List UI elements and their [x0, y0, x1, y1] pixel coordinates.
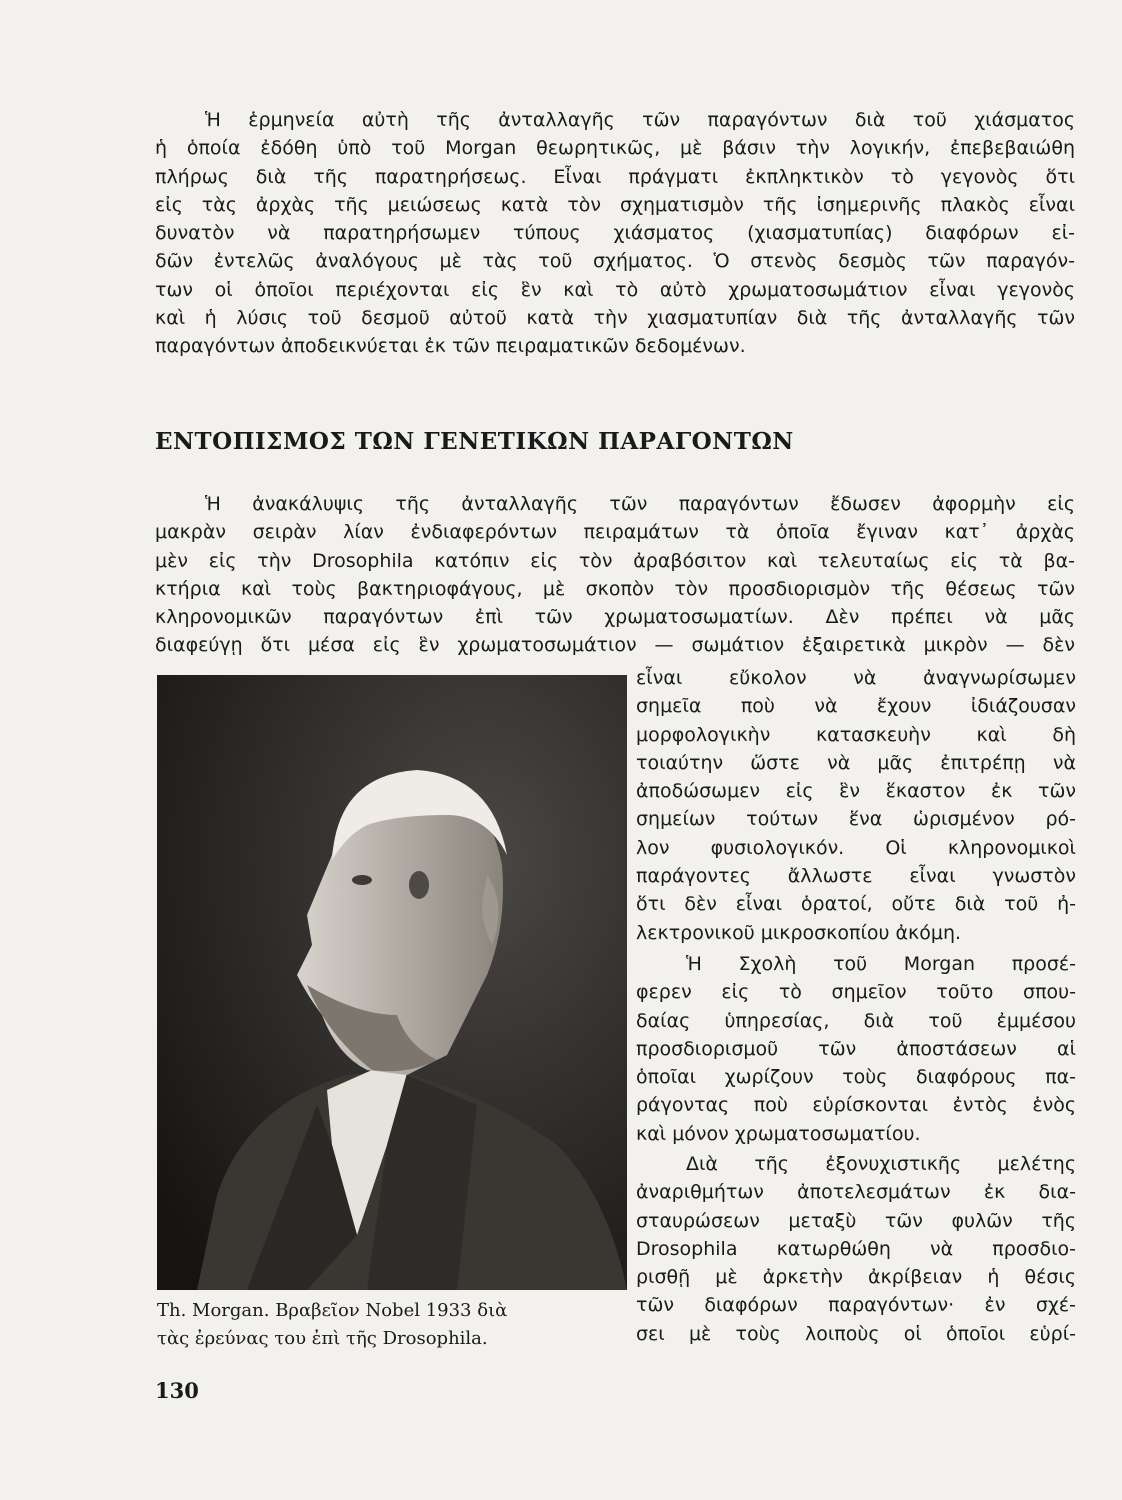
text-line: πλήρως διὰ τῆς παρατηρήσεως. Εἶναι πράγματι ἐκπληκτικὸν τὸ γεγονὸς ὅτι: [155, 165, 1075, 188]
page-number: 130: [155, 1378, 199, 1403]
text-line: παραγόντων ἀποδεικνύεται ἐκ τῶν πειραματικῶν δεδομένων.: [155, 335, 746, 358]
paragraph-morgan-school: [636, 950, 1076, 1148]
caption-line: τὰς ἐρεύνας του ἐπὶ τῆς Drosophila.: [157, 1328, 488, 1349]
text-line: ράγοντας ποὺ εὑρίσκονται ἐντὸς ἑνὸς: [636, 1094, 1076, 1117]
text-line: Drosophila κατωρθώθη νὰ προσδιο-: [636, 1237, 1076, 1260]
text-line: καὶ ἡ λύσις τοῦ δεσμοῦ αὐτοῦ κατὰ τὴν χιασματυπίαν διὰ τῆς ἀνταλλαγῆς τῶν: [155, 307, 1075, 330]
text-line: σημεῖα ποὺ νὰ ἔχουν ἰδιάζουσαν: [636, 695, 1076, 718]
section-heading: ΕΝΤΟΠΙΣΜΟΣ ΤΩΝ ΓΕΝΕΤΙΚΩΝ ΠΑΡΑΓΟΝΤΩΝ: [155, 428, 794, 455]
text-line: καὶ μόνον χρωματοσωματίου.: [636, 1122, 921, 1145]
caption-line: Th. Morgan. Βραβεῖον Nobel 1933 διὰ: [157, 1300, 508, 1321]
text-line: προσδιορισμοῦ τῶν ἀποστάσεων αἱ: [636, 1037, 1076, 1060]
text-line: δῶν ἐντελῶς ἀναλόγους μὲ τὰς τοῦ σχήματος. Ὁ στενὸς δεσμὸς τῶν παραγόν-: [155, 250, 1075, 273]
text-line: ρισθῇ μὲ ἀρκετὴν ἀκρίβειαν ἡ θέσις: [636, 1266, 1076, 1289]
text-line: κληρονομικῶν παραγόντων ἐπὶ τῶν χρωματοσωματίων. Δὲν πρέπει νὰ μᾶς: [155, 606, 1075, 629]
text-line: μορφολογικὴν κατασκευὴν καὶ δὴ: [636, 723, 1076, 746]
text-line: μὲν εἰς τὴν Drosophila κατόπιν εἰς τὸν ἀραβόσιτον καὶ τελευταίως εἰς τὰ βα-: [155, 549, 1075, 572]
text-line: δαίας ὑπηρεσίας, διὰ τοῦ ἐμμέσου: [636, 1009, 1076, 1032]
text-line: Ἡ ἑρμηνεία αὐτὴ τῆς ἀνταλλαγῆς τῶν παραγόντων διὰ τοῦ χιάσματος: [205, 109, 1075, 131]
text-line: λον φυσιολογικόν. Οἱ κληρονομικοὶ: [636, 836, 1076, 859]
text-line: τῶν διαφόρων παραγόντων· ἐν σχέ-: [636, 1294, 1076, 1317]
text-line: μακρὰν σειρὰν λίαν ἐνδιαφερόντων πειραμάτων τὰ ὁποῖα ἔγιναν κατ᾽ ἀρχὰς: [155, 521, 1075, 544]
text-line: σταυρώσεων μεταξὺ τῶν φυλῶν τῆς: [636, 1209, 1076, 1232]
text-line: ὅτι δὲν εἶναι ὁρατοί, οὔτε διὰ τοῦ ἠ-: [636, 893, 1076, 916]
text-line: εἶναι εὔκολον νὰ ἀναγνωρίσωμεν: [636, 667, 1076, 689]
photo-caption: [157, 1297, 607, 1353]
portrait-illustration: [157, 675, 627, 1290]
text-line: κτήρια καὶ τοὺς βακτηριοφάγους, μὲ σκοπὸν τὸν προσδιορισμὸν τῆς θέσεως τῶν: [155, 577, 1075, 600]
paragraph-crossing-over: [155, 106, 1075, 361]
text-line: σει μὲ τοὺς λοιποὺς οἱ ὁποῖοι εὑρί-: [636, 1322, 1076, 1345]
paragraph-drosophila-study: [636, 1150, 1076, 1348]
text-line: ἀποδώσωμεν εἰς ἓν ἕκαστον ἐκ τῶν: [636, 780, 1076, 803]
morgan-portrait-photo: [157, 675, 627, 1290]
paragraph-localization: [155, 490, 1075, 660]
text-line: Ἡ ἀνακάλυψις τῆς ἀνταλλαγῆς τῶν παραγόντων ἔδωσεν ἀφορμὴν εἰς: [205, 493, 1075, 515]
text-line: Ἡ Σχολὴ τοῦ Morgan προσέ-: [686, 953, 1076, 975]
text-line: διαφεύγῃ ὅτι μέσα εἰς ἓν χρωματοσωμάτιον — σωμάτιον ἐξαιρετικὰ μικρὸν — δὲν: [155, 634, 1075, 657]
text-line: ἡ ὁποία ἐδόθη ὑπὸ τοῦ Morgan θεωρητικῶς, μὲ βάσιν τὴν λογικήν, ἐπεβεβαιώθη: [155, 137, 1075, 160]
text-line: ὁποῖαι χωρίζουν τοὺς διαφόρους πα-: [636, 1066, 1076, 1089]
text-line: ἀναριθμήτων ἀποτελεσμάτων ἐκ δια-: [636, 1181, 1076, 1204]
text-line: τοιαύτην ὥστε νὰ μᾶς ἐπιτρέπῃ νὰ: [636, 751, 1076, 774]
text-line: εἰς τὰς ἀρχὰς τῆς μειώσεως κατὰ τὸν σχηματισμὸν τῆς ἰσημερινῆς πλακὸς εἶναι: [155, 193, 1075, 216]
paragraph-localization-continued: [636, 664, 1076, 947]
text-line: Διὰ τῆς ἐξονυχιστικῆς μελέτης: [686, 1153, 1076, 1175]
text-line: παράγοντες ἄλλωστε εἶναι γνωστὸν: [636, 865, 1076, 888]
text-line: λεκτρονικοῦ μικροσκοπίου ἀκόμη.: [636, 921, 962, 944]
text-line: δυνατὸν νὰ παρατηρήσωμεν τύπους χιάσματος (χιασματυπίας) διαφόρων εἰ-: [155, 222, 1075, 245]
text-line: των οἱ ὁποῖοι περιέχονται εἰς ἓν καὶ τὸ αὐτὸ χρωματοσωμάτιον εἶναι γεγονὸς: [155, 278, 1075, 301]
text-line: σημείων τούτων ἕνα ὡρισμένον ρό-: [636, 808, 1076, 831]
text-line: φερεν εἰς τὸ σημεῖον τοῦτο σπου-: [636, 981, 1076, 1004]
